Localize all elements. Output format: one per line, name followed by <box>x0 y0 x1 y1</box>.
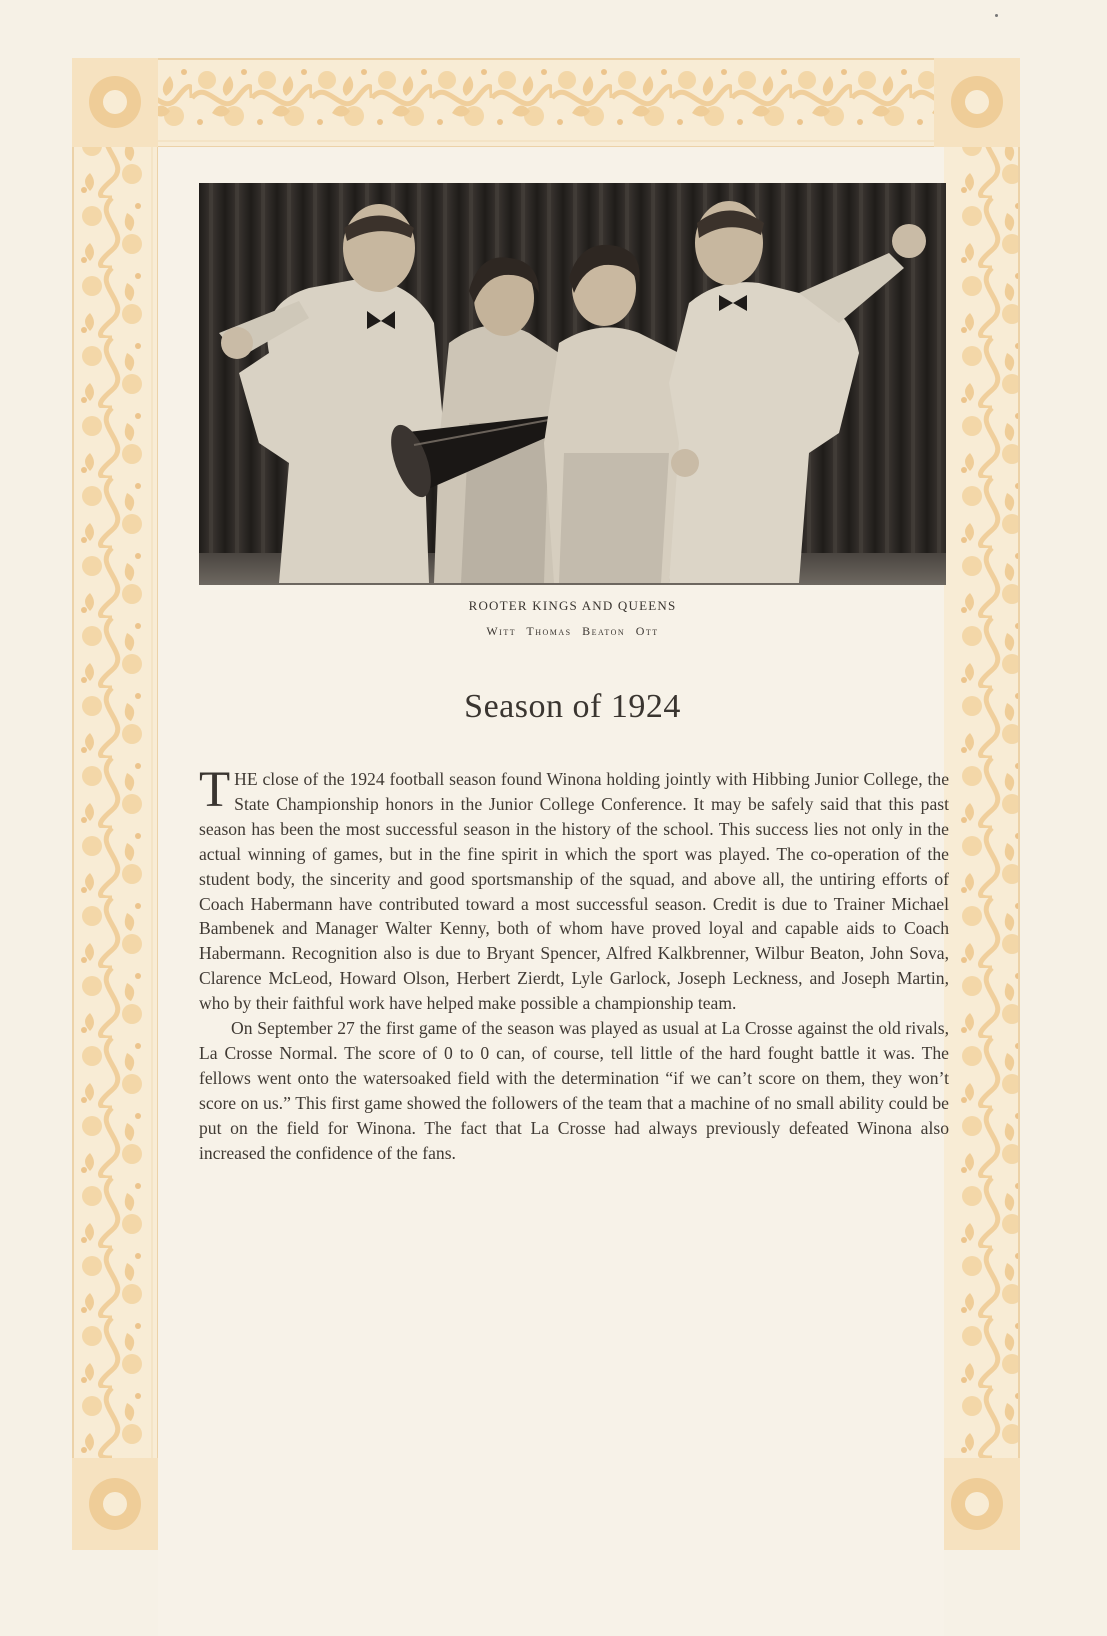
article-heading: Season of 1924 <box>464 688 681 725</box>
drop-cap: T <box>199 762 231 818</box>
article-body <box>199 762 949 1166</box>
photo-caption-title: ROOTER KINGS AND QUEENS <box>468 598 677 613</box>
photo-caption-names: Witt Thomas Beaton Ott <box>486 624 659 638</box>
paragraph-2: On September 27 the first game of the season was played as usual at La Crosse against the old rivals, La Crosse Normal. The score of 0 to 0 can, of course, tell little of the hard fought battle it was. The fellows went onto the watersoaked field with the determination “if we can’t score on them, they won’t score on us.” This first game showed the followers of the team that a machine of no small ability could be put on the field for Winona. The fact that La Crosse had always previously defeated Winona also increased the confidence of the fans. <box>199 1018 949 1163</box>
paragraph-1-text: HE close of the 1924 football season found Winona holding jointly with Hibbing Junior College, the State Championship honors in the Junior College Conference. It may be safely said that this past season has been the most successful season in the history of the school. This success lies not only in the actual winning of games, but in the fine spirit in which the sport was played. The co-operation of the student body, the sincerity and good sportsmanship of the squad, and above all, the untiring efforts of Coach Habermann have contributed toward a most successful season. Credit is due to Trainer Michael Bambenek and Manager Walter Kenny, both of whom have proved loyal and capable aids to Coach Habermann. Recognition also is due to Bryant Spencer, Alfred Kalkbrenner, Wilbur Beaton, John Sova, Clarence McLeod, Howard Olson, Herbert Zierdt, Lyle Garlock, Joseph Leckness, and Joseph Martin, who by their faithful work have helped make possible a championship team. <box>199 769 949 1014</box>
paragraph-1 <box>199 762 949 1016</box>
rooters-photograph <box>199 183 946 585</box>
page-mark <box>995 14 998 17</box>
